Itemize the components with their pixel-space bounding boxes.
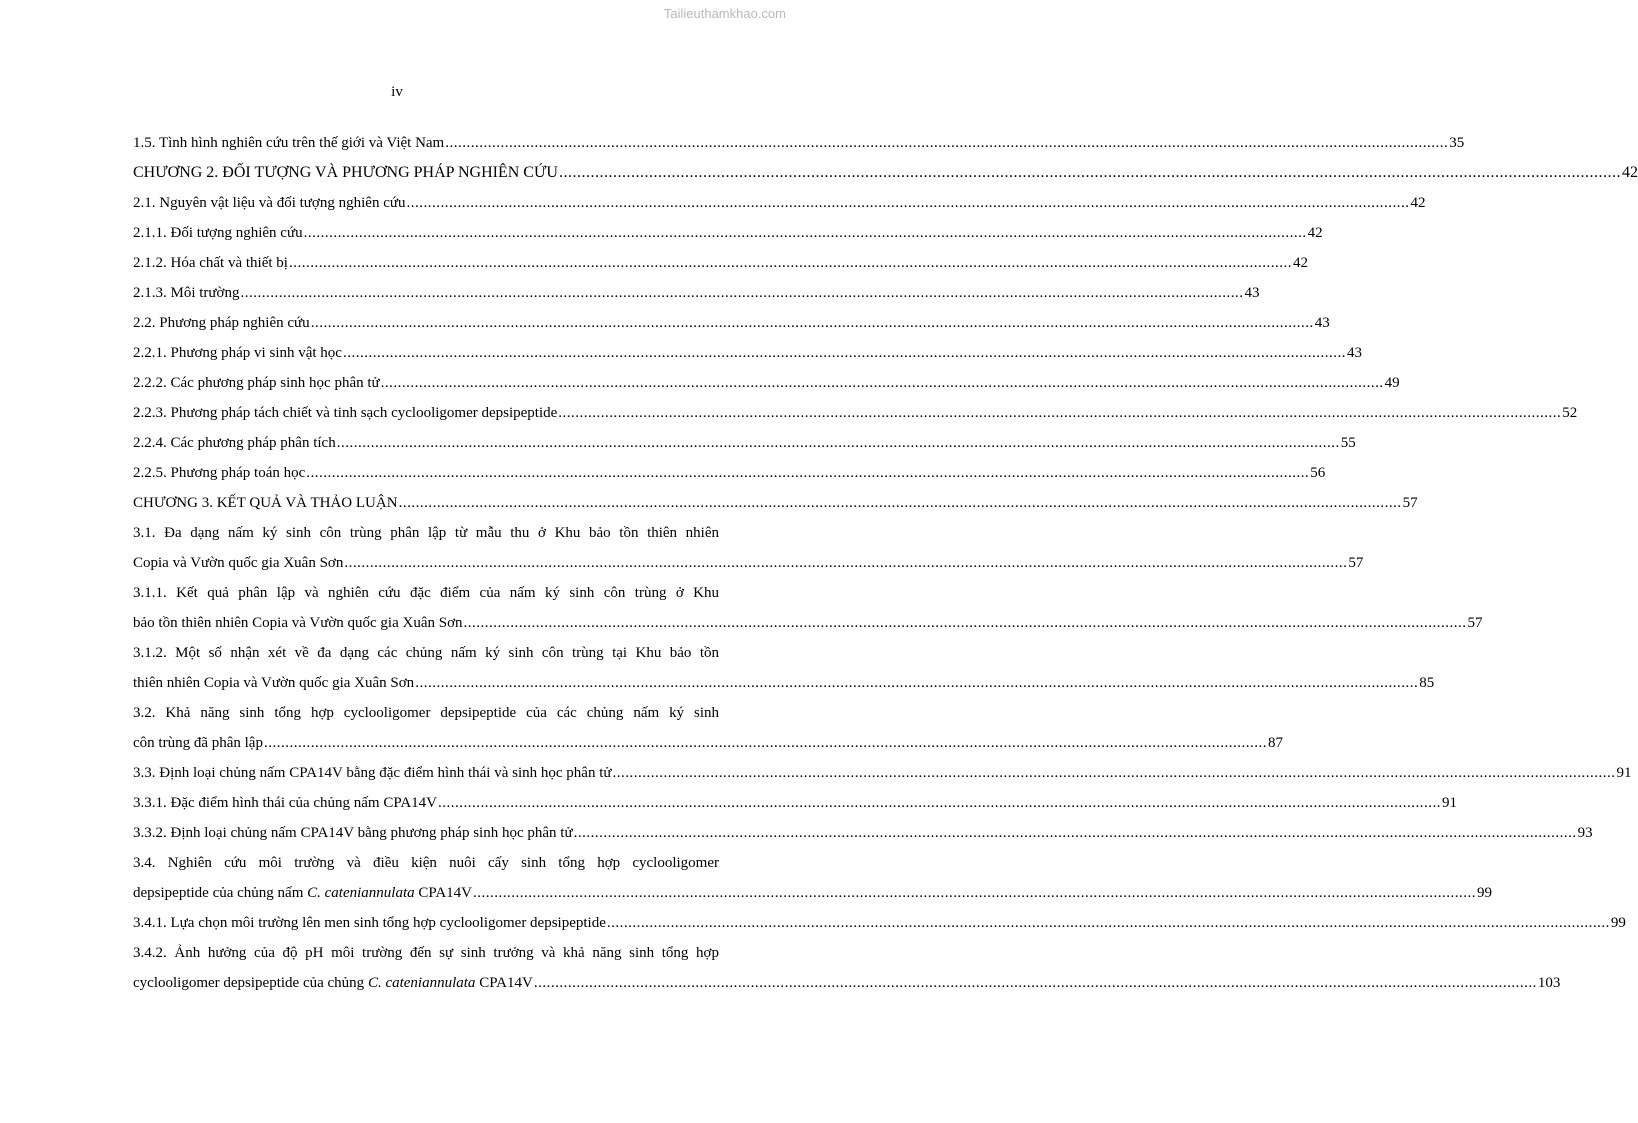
toc-leader-dots xyxy=(381,368,1384,398)
table-of-contents xyxy=(133,128,1638,998)
toc-entry-page: 91 xyxy=(1616,765,1632,781)
toc-entry-title-line2: thiên nhiên Copia và Vườn quốc gia Xuân Sơn xyxy=(133,675,415,691)
toc-entry[interactable] xyxy=(133,278,1260,308)
toc-chapter-entry[interactable] xyxy=(133,488,1418,518)
toc-entry-title: 3.3. Định loại chủng nấm CPA14V bằng đặc điểm hình thái và sinh học phân tử xyxy=(133,765,612,781)
toc-leader-dots xyxy=(558,398,1561,428)
toc-leader-dots xyxy=(344,548,1347,578)
species-name: C. cateniannulata xyxy=(367,975,476,991)
toc-entry[interactable] xyxy=(133,188,1426,218)
toc-leader-dots xyxy=(574,818,1577,848)
toc-entry-page: 99 xyxy=(1477,885,1493,901)
toc-entry[interactable] xyxy=(133,428,1356,458)
toc-entry-title: 2.2. Phương pháp nghiên cứu xyxy=(133,315,310,331)
toc-entry-title-line2: cyclooligomer depsipeptide của chủng C. cateniannulata CPA14V xyxy=(133,975,533,991)
toc-entry-title: 2.2.2. Các phương pháp sinh học phân tử xyxy=(133,375,380,391)
toc-entry-page: 87 xyxy=(1267,735,1283,751)
toc-entry-title: CHƯƠNG 3. KẾT QUẢ VÀ THẢO LUẬN xyxy=(133,495,398,511)
toc-leader-dots xyxy=(311,308,1314,338)
toc-entry-page: 42 xyxy=(1307,225,1323,241)
toc-leader-dots xyxy=(399,488,1402,518)
toc-chapter-entry[interactable] xyxy=(133,158,1638,188)
toc-leader-dots xyxy=(289,248,1292,278)
toc-entry-title-line1: 3.4. Nghiên cứu môi trường và điều kiện nuôi cấy sinh tổng hợp cyclooligomer xyxy=(133,855,719,871)
toc-entry-title: 3.3.2. Định loại chủng nấm CPA14V bằng phương pháp sinh học phân tử xyxy=(133,825,573,841)
toc-entry-title-line2: bảo tồn thiên nhiên Copia và Vườn quốc gia Xuân Sơn xyxy=(133,615,463,631)
toc-entry-title: 2.2.5. Phương pháp toán học xyxy=(133,465,306,481)
toc-leader-dots xyxy=(304,218,1307,248)
toc-entry-title: 2.2.4. Các phương pháp phân tích xyxy=(133,435,336,451)
toc-entry-page: 85 xyxy=(1419,675,1435,691)
page-number: iv xyxy=(391,84,403,100)
toc-entry-title-line2: Copia và Vườn quốc gia Xuân Sơn xyxy=(133,555,344,571)
toc-entry-page: 42 xyxy=(1410,195,1426,211)
toc-leader-dots xyxy=(559,158,1621,188)
toc-entry[interactable] xyxy=(133,698,1283,758)
toc-entry[interactable] xyxy=(133,308,1330,338)
toc-entry-page: 56 xyxy=(1310,465,1326,481)
toc-entry-title-line1: 3.1. Đa dạng nấm ký sinh côn trùng phân lập từ mẫu thu ở Khu bảo tồn thiên nhiên xyxy=(133,525,719,541)
toc-entry-page: 43 xyxy=(1314,315,1330,331)
toc-entry-title: 1.5. Tình hình nghiên cứu trên thế giới và Việt Nam xyxy=(133,135,445,151)
toc-entry[interactable] xyxy=(133,578,1483,638)
toc-leader-dots xyxy=(607,908,1610,938)
toc-entry-page: 93 xyxy=(1577,825,1593,841)
toc-entry[interactable] xyxy=(133,398,1578,428)
toc-entry-title-line1: 3.2. Khả năng sinh tổng hợp cyclooligomer depsipeptide của các chủng nấm ký sinh xyxy=(133,705,719,721)
toc-entry-page: 57 xyxy=(1402,495,1418,511)
toc-entry[interactable] xyxy=(133,248,1308,278)
toc-entry[interactable] xyxy=(133,818,1593,848)
toc-entry-title: 3.3.1. Đặc điểm hình thái của chủng nấm CPA14V xyxy=(133,795,437,811)
toc-entry-page: 57 xyxy=(1348,555,1364,571)
toc-entry-page: 42 xyxy=(1621,164,1638,181)
toc-leader-dots xyxy=(406,188,1409,218)
toc-entry[interactable] xyxy=(133,338,1362,368)
toc-entry[interactable] xyxy=(133,218,1323,248)
toc-entry-title-line2: depsipeptide của chủng nấm C. cateniannulata CPA14V xyxy=(133,885,473,901)
toc-entry-page: 35 xyxy=(1449,135,1465,151)
toc-entry-page: 99 xyxy=(1610,915,1626,931)
toc-entry-title: 2.2.3. Phương pháp tách chiết và tinh sạch cyclooligomer depsipeptide xyxy=(133,405,558,421)
toc-entry[interactable] xyxy=(133,638,1435,698)
toc-entry-page: 42 xyxy=(1292,255,1308,271)
toc-entry[interactable] xyxy=(133,368,1400,398)
toc-entry-page: 43 xyxy=(1346,345,1362,361)
toc-entry-title: CHƯƠNG 2. ĐỐI TƯỢNG VÀ PHƯƠNG PHÁP NGHIÊN CỨU xyxy=(133,164,558,181)
toc-entry[interactable] xyxy=(133,518,1364,578)
toc-entry[interactable] xyxy=(133,848,1493,908)
toc-entry-title-line1: 3.4.2. Ảnh hưởng của độ pH môi trường đến sự sinh trưởng và khả năng sinh tổng hợp xyxy=(133,945,719,961)
toc-leader-dots xyxy=(337,428,1340,458)
toc-leader-dots xyxy=(438,788,1441,818)
toc-entry-title: 2.1.1. Đối tượng nghiên cứu xyxy=(133,225,303,241)
toc-entry-page: 52 xyxy=(1562,405,1578,421)
toc-entry-title: 2.1.3. Môi trường xyxy=(133,285,240,301)
toc-entry-title-line1: 3.1.2. Một số nhận xét về đa dạng các chủng nấm ký sinh côn trùng tại Khu bảo tồn xyxy=(133,645,719,661)
toc-entry-title: 2.1. Nguyên vật liệu và đối tượng nghiên cứu xyxy=(133,195,406,211)
toc-leader-dots xyxy=(343,338,1346,368)
toc-entry-title: 2.2.1. Phương pháp vi sinh vật học xyxy=(133,345,342,361)
toc-entry[interactable] xyxy=(133,788,1457,818)
toc-entry[interactable] xyxy=(133,938,1561,998)
toc-leader-dots xyxy=(473,878,1476,908)
toc-leader-dots xyxy=(534,968,1537,998)
toc-entry-page: 57 xyxy=(1467,615,1483,631)
toc-leader-dots xyxy=(240,278,1243,308)
toc-leader-dots xyxy=(613,758,1616,788)
toc-leader-dots xyxy=(464,608,1467,638)
toc-entry-page: 55 xyxy=(1340,435,1356,451)
toc-entry-title-line2: côn trùng đã phân lập xyxy=(133,735,263,751)
toc-entry-page: 91 xyxy=(1441,795,1457,811)
toc-entry-page: 103 xyxy=(1537,975,1561,991)
toc-entry[interactable] xyxy=(133,458,1326,488)
toc-leader-dots xyxy=(445,128,1448,158)
toc-entry[interactable] xyxy=(133,128,1465,158)
toc-entry-title: 2.1.2. Hóa chất và thiết bị xyxy=(133,255,288,271)
toc-leader-dots xyxy=(306,458,1309,488)
toc-entry[interactable] xyxy=(133,908,1626,938)
toc-leader-dots xyxy=(415,668,1418,698)
watermark: Tailieuthamkhao.com xyxy=(663,6,786,21)
toc-entry-title-line1: 3.1.1. Kết quả phân lập và nghiên cứu đặc điểm của nấm ký sinh côn trùng ở Khu xyxy=(133,585,719,601)
toc-entry-title: 3.4.1. Lựa chọn môi trường lên men sinh tổng hợp cyclooligomer depsipeptide xyxy=(133,915,606,931)
toc-entry-page: 43 xyxy=(1244,285,1260,301)
toc-leader-dots xyxy=(264,728,1267,758)
species-name: C. cateniannulata xyxy=(307,885,415,901)
toc-entry[interactable] xyxy=(133,758,1632,788)
toc-entry-page: 49 xyxy=(1384,375,1400,391)
